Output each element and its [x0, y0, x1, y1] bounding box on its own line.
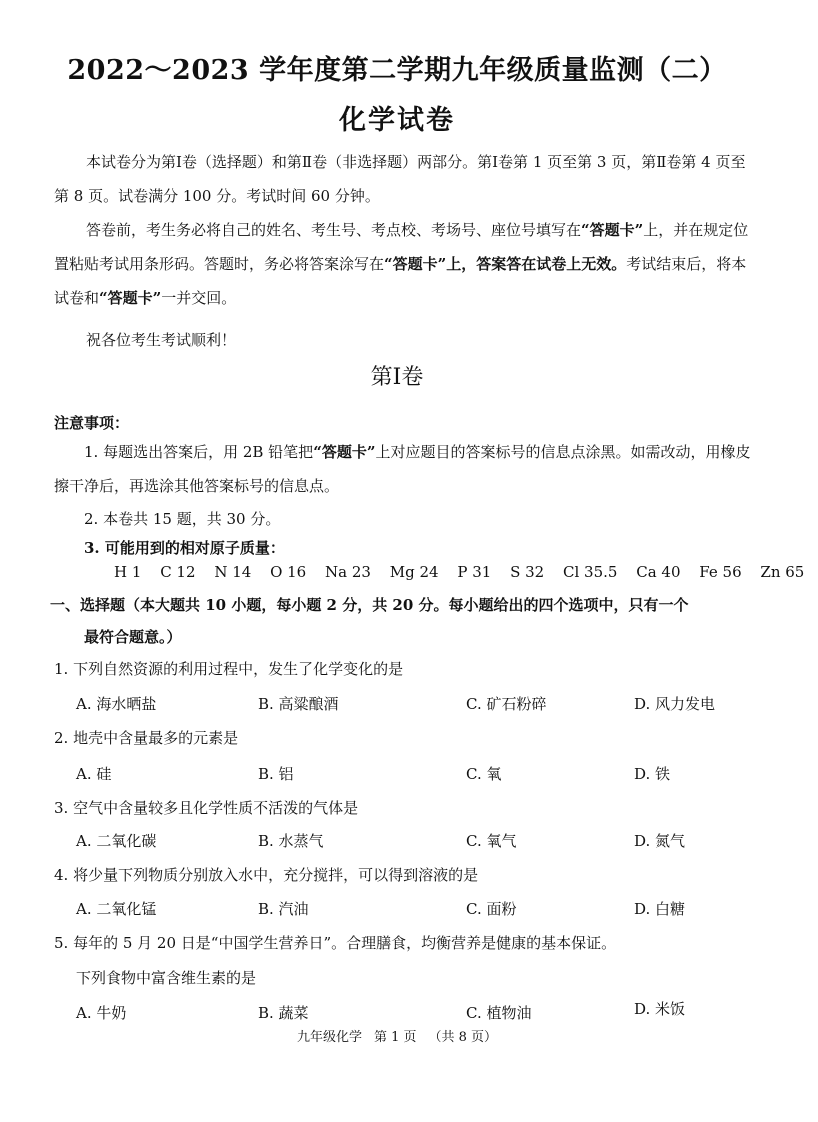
- intro-paragraph-3: 祝各位考生考试顺利！: [86, 331, 237, 349]
- page-footer: [0, 1026, 794, 1045]
- atomic-mass: N 14: [214, 563, 252, 581]
- option-b: B. 汽油: [258, 900, 309, 918]
- option-a: A. 硅: [76, 765, 112, 783]
- option-c: C. 植物油: [466, 1004, 532, 1022]
- intro-paragraph-2: 答卷前，考生务必将自己的姓名、考生号、考点校、考场号、座位号填写在“答题卡”上，并在规定位置粘贴考试用条形码。答题时，务必将答案涂写在“答题卡”上，答案答在试卷上无效。考试结束后，将本试卷和“答题卡”一并交回。: [54, 221, 749, 307]
- question-stem: 3. 空气中含量较多且化学性质不活泼的气体是: [54, 799, 359, 817]
- option-d: D. 氮气: [634, 832, 686, 850]
- part1-heading: 一、选择题（本大题共 10 小题，每小题 2 分，共 20 分。每小题给出的四个选项中，只有一个: [50, 596, 689, 614]
- notes-heading: 注意事项：: [54, 414, 130, 432]
- atomic-mass: C 12: [160, 563, 196, 581]
- atomic-mass: S 32: [510, 563, 545, 581]
- note-3: 3. 可能用到的相对原子质量：: [84, 539, 285, 557]
- atomic-mass: O 16: [270, 563, 307, 581]
- footer-page-number: 第 1 页: [373, 1030, 417, 1045]
- atomic-mass: Zn 65: [760, 563, 805, 581]
- intro-paragraph-1: 本试卷分为第Ⅰ卷（选择题）和第Ⅱ卷（非选择题）两部分。第Ⅰ卷第 1 页至第 3 页，第Ⅱ卷第 4 页至第 8 页。试卷满分 100 分。考试时间 60 分钟。: [54, 153, 746, 205]
- option-c: C. 氧: [466, 765, 502, 783]
- option-d: D. 风力发电: [634, 695, 716, 713]
- atomic-mass: H 1: [114, 563, 142, 581]
- part1-heading-line2: 最符合题意。）: [84, 628, 182, 646]
- option-a: A. 二氧化碳: [76, 832, 157, 850]
- question-stem: 1. 下列自然资源的利用过程中，发生了化学变化的是: [54, 660, 404, 678]
- atomic-mass: Ca 40: [636, 563, 681, 581]
- note-1: 1. 每题选出答案后，用 2B 铅笔把“答题卡”上对应题目的答案标号的信息点涂黑。如需改动，用橡皮擦干净后，再选涂其他答案标号的信息点。: [54, 443, 751, 495]
- atomic-mass: Mg 24: [389, 563, 439, 581]
- option-d: D. 米饭: [634, 1000, 686, 1018]
- atomic-mass-list: [114, 563, 818, 581]
- option-c: C. 氧气: [466, 832, 517, 850]
- atomic-mass: Fe 56: [699, 563, 742, 581]
- question-stem: 5. 每年的 5 月 20 日是“中国学生营养日”。合理膳食，均衡营养是健康的基本保证。: [54, 934, 617, 952]
- question-stem: 2. 地壳中含量最多的元素是: [54, 729, 239, 747]
- option-b: B. 高粱酿酒: [258, 695, 339, 713]
- option-c: C. 面粉: [466, 900, 517, 918]
- option-d: D. 白糖: [634, 900, 686, 918]
- footer-total-pages: （共 8 页）: [428, 1030, 498, 1045]
- atomic-mass: Na 23: [325, 563, 371, 581]
- option-b: B. 蔬菜: [258, 1004, 309, 1022]
- option-a: A. 牛奶: [76, 1004, 127, 1022]
- option-c: C. 矿石粉碎: [466, 695, 547, 713]
- question-stem-continued: 下列食物中富含维生素的是: [76, 969, 257, 987]
- question-stem: 4. 将少量下列物质分别放入水中，充分搅拌，可以得到溶液的是: [54, 866, 479, 884]
- atomic-mass: P 31: [457, 563, 492, 581]
- footer-subject: 九年级化学: [296, 1030, 362, 1045]
- note-2: 2. 本卷共 15 题，共 30 分。: [84, 510, 281, 528]
- exam-title: 2022～2023 学年度第二学期九年级质量监测（二）: [67, 55, 727, 86]
- exam-subtitle: 化学试卷: [339, 105, 455, 136]
- option-d: D. 铁: [634, 765, 671, 783]
- option-b: B. 铝: [258, 765, 294, 783]
- section-title: 第Ⅰ卷: [370, 365, 424, 390]
- option-b: B. 水蒸气: [258, 832, 324, 850]
- atomic-mass: Cl 35.5: [563, 563, 618, 581]
- option-a: A. 海水晒盐: [76, 695, 157, 713]
- option-a: A. 二氧化锰: [76, 900, 157, 918]
